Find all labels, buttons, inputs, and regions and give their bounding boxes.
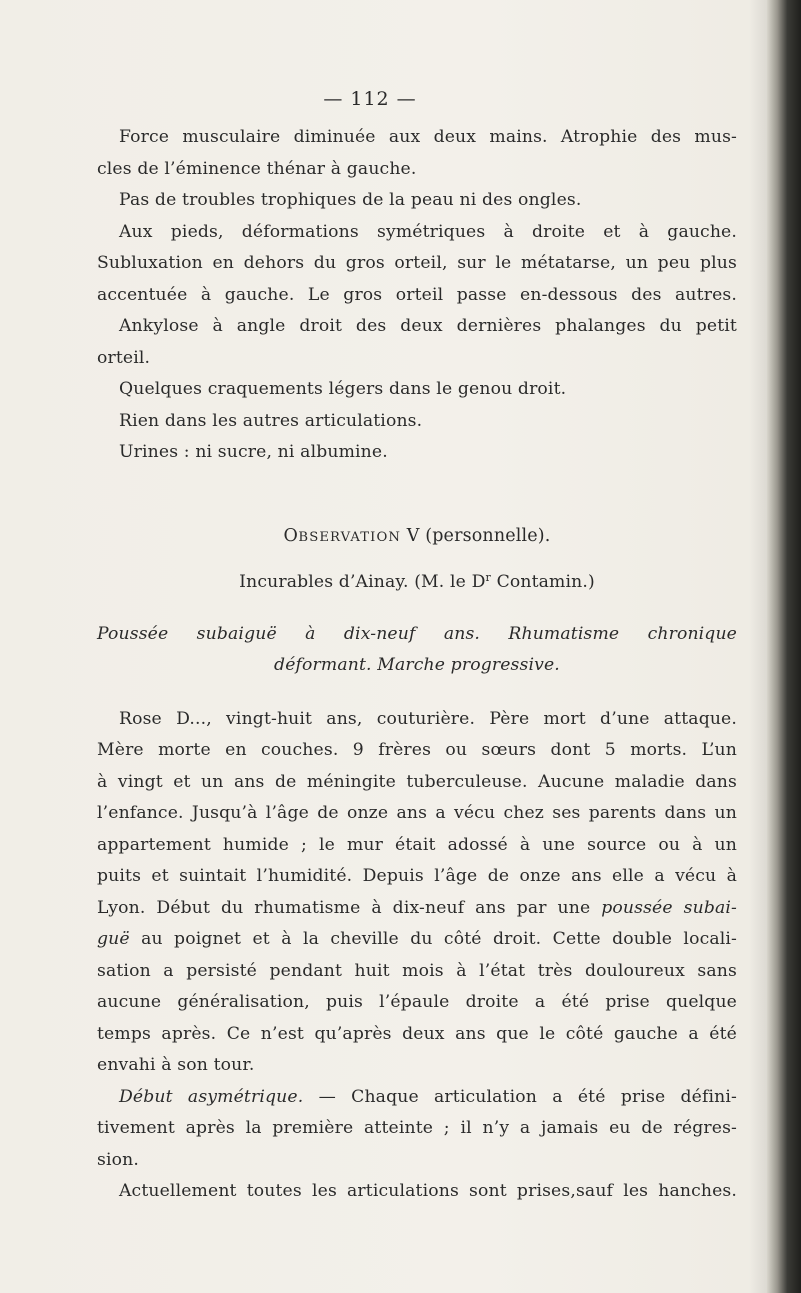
italic-fragment: poussée subai- [601, 897, 737, 918]
text-line: Force musculaire diminuée aux deux mains. Atrophie des mus- [119, 127, 737, 147]
observation-subtitle-line: Poussée subaiguë à dix-neuf ans. Rhumatisme chronique [97, 623, 737, 644]
hospital-line [97, 562, 737, 599]
page-number: — 112 — [323, 88, 417, 110]
text-line [97, 1082, 737, 1114]
text-line: temps après. Ce n’est qu’après deux ans que le côté gauche a été [97, 1023, 737, 1044]
text-line: sion. [97, 1149, 139, 1170]
text-line: à vingt et un ans de méningite tuberculeuse. Aucune maladie dans [97, 771, 737, 792]
text-line [97, 893, 737, 925]
text-line: Urines : ni sucre, ni albumine. [119, 442, 388, 462]
text-line: appartement humide ; le mur était adossé à une source ou à un [97, 834, 737, 855]
text-line: Rien dans les autres articulations. [119, 410, 423, 431]
book-binding-edge [767, 0, 801, 1293]
text-line: Quelques craquements légers dans le genou droit. [119, 379, 567, 399]
text-fragment: au poignet et à la cheville du côté droit. Cette double locali- [129, 929, 737, 949]
text-line: envahi à son tour. [97, 1055, 255, 1075]
text-line: Subluxation en dehors du gros orteil, sur le métatarse, un peu plus [97, 253, 737, 273]
text-line: cles de l’éminence thénar à gauche. [97, 158, 417, 179]
text-line: orteil. [97, 347, 151, 368]
text-line: sation a persisté pendant huit mois à l’état très douloureux sans [97, 960, 737, 981]
hospital-post: Contamin.) [490, 572, 595, 592]
text-line: aucune généralisation, puis l’épaule droite a été prise quelque [97, 992, 737, 1012]
text-line: Ankylose à angle droit des deux dernières phalanges du petit [119, 316, 737, 336]
hospital-pre: Incurables d’Ainay. (M. le D [239, 572, 486, 592]
heading-initial: O [283, 525, 299, 546]
heading-tail: V (personnelle). [401, 525, 551, 546]
text-line: tivement après la première atteinte ; il n’y a jamais eu de régres- [97, 1118, 737, 1138]
text-line: Actuellement toutes les articulations sont prises,sauf les hanches. [119, 1181, 737, 1201]
page-body [97, 122, 737, 1208]
observation-subtitle-line: déformant. Marche progressive. [274, 655, 560, 675]
heading-smallcaps: BSERVATION [298, 529, 402, 545]
text-line: Rose D..., vingt-huit ans, couturière. Père mort d’une attaque. [119, 708, 737, 729]
hospital-superscript: r [485, 571, 491, 584]
text-line: accentuée à gauche. Le gros orteil passe en-dessous des autres. [97, 284, 737, 305]
text-line: Pas de troubles trophiques de la peau ni des ongles. [119, 190, 582, 210]
text-line: l’enfance. Jusqu’à l’âge de onze ans a vécu chez ses parents dans un [97, 803, 737, 823]
text-line: Mère morte en couches. 9 frères ou sœurs dont 5 morts. L’un [97, 740, 737, 760]
text-line: Aux pieds, déformations symétriques à droite et à gauche. [119, 221, 737, 242]
binding-shadow [749, 0, 767, 1293]
text-fragment: — Chaque articulation a été prise défini- [303, 1086, 737, 1107]
italic-fragment: guë [97, 929, 130, 949]
observation-heading [97, 521, 737, 554]
text-fragment: Lyon. Début du rhumatisme à dix-neuf ans par une [97, 897, 602, 918]
text-line: puits et suintait l’humidité. Depuis l’âge de onze ans elle a vécu à [97, 866, 737, 886]
italic-fragment: Début asymétrique. [119, 1086, 304, 1107]
text-line [97, 924, 737, 956]
